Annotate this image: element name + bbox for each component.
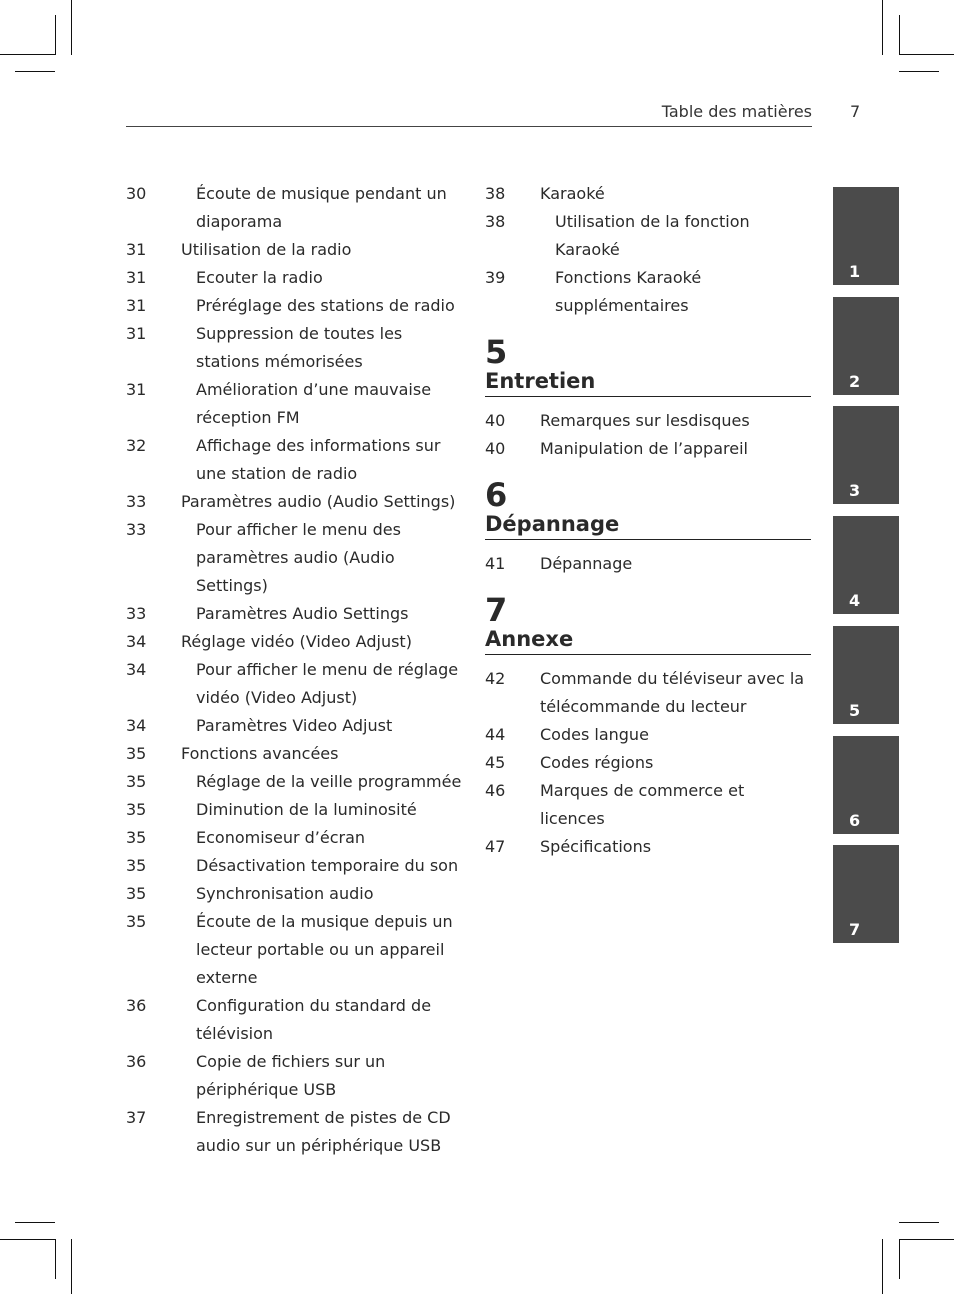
chapter-number: 6 xyxy=(485,476,508,514)
toc-entry[interactable] xyxy=(126,600,466,628)
toc-page-number: 36 xyxy=(126,1052,147,1071)
toc-entry-title: Écoute de la musique depuis un lecteur portable ou un appareil externe xyxy=(196,912,453,987)
chapter-tab-label: 6 xyxy=(849,811,861,830)
crop-mark xyxy=(882,1239,883,1294)
toc-entry[interactable] xyxy=(126,1048,466,1104)
toc-entry-title: Paramètres audio (Audio Settings) xyxy=(181,492,456,511)
toc-entry-title: Utilisation de la radio xyxy=(181,240,352,259)
crop-mark xyxy=(899,15,900,55)
toc-page-number: 42 xyxy=(485,669,506,688)
crop-mark xyxy=(0,54,55,55)
toc-page-number: 40 xyxy=(485,439,506,458)
toc-page-number: 44 xyxy=(485,725,506,744)
toc-entry[interactable] xyxy=(126,768,466,796)
toc-page-number: 31 xyxy=(126,240,147,259)
chapter-section xyxy=(485,333,811,463)
toc-page-number: 31 xyxy=(126,380,147,399)
crop-mark xyxy=(899,1239,900,1279)
crop-mark xyxy=(55,1239,56,1279)
toc-entry-title: Enregistrement de pistes de CD audio sur un périphérique USB xyxy=(196,1108,451,1155)
toc-entry-title: Fonctions Karaoké supplémentaires xyxy=(555,268,702,315)
crop-mark xyxy=(882,0,883,55)
chapter-tab-label: 1 xyxy=(849,262,861,281)
toc-entry-title: Economiseur d’écran xyxy=(196,828,366,847)
toc-entry[interactable] xyxy=(126,908,466,992)
toc-entry-title: Amélioration d’une mauvaise réception FM xyxy=(196,380,432,427)
toc-entry[interactable] xyxy=(485,180,811,208)
toc-entry[interactable] xyxy=(126,992,466,1048)
toc-page-number: 37 xyxy=(126,1108,147,1127)
toc-page-number: 35 xyxy=(126,912,147,931)
toc-entry-title: Réglage vidéo (Video Adjust) xyxy=(181,632,412,651)
toc-page-number: 38 xyxy=(485,184,506,203)
toc-page-number: 40 xyxy=(485,411,506,430)
chapter-tab-6[interactable] xyxy=(833,736,899,834)
crop-mark xyxy=(899,54,954,55)
page-number: 7 xyxy=(850,102,861,121)
toc-page-number: 31 xyxy=(126,296,147,315)
toc-entry[interactable] xyxy=(485,208,811,264)
toc-entry-title: Codes régions xyxy=(540,753,654,772)
toc-page-number: 35 xyxy=(126,856,147,875)
chapter-number: 5 xyxy=(485,333,508,371)
chapter-section xyxy=(485,476,811,578)
toc-entry-title: Remarques sur lesdisques xyxy=(540,411,750,430)
toc-entry[interactable] xyxy=(126,432,466,488)
toc-page-number: 35 xyxy=(126,744,147,763)
toc-page-number: 35 xyxy=(126,884,147,903)
toc-page-number: 31 xyxy=(126,268,147,287)
chapter-title: Annexe xyxy=(485,626,811,655)
crop-mark xyxy=(0,1239,55,1240)
chapter-tab-4[interactable] xyxy=(833,516,899,614)
crop-mark xyxy=(899,1222,939,1223)
toc-right-column xyxy=(485,180,811,861)
toc-page-number: 38 xyxy=(485,212,506,231)
toc-entry[interactable] xyxy=(485,665,811,721)
toc-entry-title: Diminution de la luminosité xyxy=(196,800,417,819)
toc-page-number: 46 xyxy=(485,781,506,800)
chapter-tab-label: 3 xyxy=(849,481,861,500)
toc-entry-title: Codes langue xyxy=(540,725,649,744)
toc-page-number: 35 xyxy=(126,800,147,819)
toc-page-number: 34 xyxy=(126,632,147,651)
toc-page-number: 34 xyxy=(126,716,147,735)
toc-page-number: 41 xyxy=(485,554,506,573)
toc-entry-title: Manipulation de l’appareil xyxy=(540,439,748,458)
chapter-tab-label: 7 xyxy=(849,920,861,939)
crop-mark xyxy=(899,71,939,72)
toc-entry-title: Réglage de la veille programmée xyxy=(196,772,462,791)
toc-entry-title: Paramètres Audio Settings xyxy=(196,604,409,623)
toc-entry[interactable] xyxy=(485,264,811,320)
toc-entry[interactable] xyxy=(126,376,466,432)
header-title: Table des matières xyxy=(661,102,812,121)
toc-entry-title: Fonctions avancées xyxy=(181,744,339,763)
toc-entry-title: Pour afficher le menu des paramètres audio (Audio Settings) xyxy=(196,520,401,595)
toc-page-number: 47 xyxy=(485,837,506,856)
toc-entry[interactable] xyxy=(126,628,466,656)
toc-entry[interactable] xyxy=(126,852,466,880)
toc-entry-title: Suppression de toutes les stations mémorisées xyxy=(196,324,403,371)
toc-page-number: 35 xyxy=(126,772,147,791)
toc-page-number: 45 xyxy=(485,753,506,772)
chapter-tab-label: 4 xyxy=(849,591,861,610)
toc-left-column xyxy=(126,180,466,1160)
toc-page-number: 32 xyxy=(126,436,147,455)
chapter-number: 7 xyxy=(485,591,508,629)
chapter-tab-label: 5 xyxy=(849,701,861,720)
toc-entry-title: Désactivation temporaire du son xyxy=(196,856,459,875)
toc-entry[interactable] xyxy=(485,833,811,861)
toc-entry[interactable] xyxy=(485,777,811,833)
toc-entry[interactable] xyxy=(126,824,466,852)
toc-entry-title: Commande du téléviseur avec la télécommande du lecteur xyxy=(540,669,805,716)
chapter-tab-3[interactable] xyxy=(833,406,899,504)
toc-entry[interactable] xyxy=(126,180,466,236)
toc-entry[interactable] xyxy=(126,264,466,292)
toc-entry-title: Préréglage des stations de radio xyxy=(196,296,455,315)
toc-entry-title: Marques de commerce et licences xyxy=(540,781,745,828)
chapter-title: Entretien xyxy=(485,368,811,397)
toc-entry-title: Paramètres Video Adjust xyxy=(196,716,393,735)
toc-page-number: 30 xyxy=(126,184,147,203)
chapter-tab-7[interactable] xyxy=(833,845,899,943)
toc-page-number: 31 xyxy=(126,324,147,343)
toc-entry-title: Copie de fichiers sur un périphérique USB xyxy=(196,1052,386,1099)
toc-page-number: 35 xyxy=(126,828,147,847)
toc-entry[interactable] xyxy=(485,749,811,777)
toc-entry-title: Ecouter la radio xyxy=(196,268,323,287)
toc-entry[interactable] xyxy=(126,656,466,712)
chapter-tab-1[interactable] xyxy=(833,187,899,285)
toc-page-number: 36 xyxy=(126,996,147,1015)
toc-entry-title: Pour afficher le menu de réglage vidéo (Video Adjust) xyxy=(196,660,459,707)
toc-page-number: 33 xyxy=(126,604,147,623)
toc-entry[interactable] xyxy=(126,712,466,740)
toc-entry[interactable] xyxy=(126,740,466,768)
toc-page-number: 34 xyxy=(126,660,147,679)
toc-entry[interactable] xyxy=(126,796,466,824)
chapter-tab-2[interactable] xyxy=(833,297,899,395)
chapter-tab-label: 2 xyxy=(849,372,861,391)
toc-entry[interactable] xyxy=(126,880,466,908)
crop-mark xyxy=(55,15,56,55)
toc-entry[interactable] xyxy=(126,292,466,320)
toc-entry[interactable] xyxy=(485,721,811,749)
toc-entry[interactable] xyxy=(126,488,466,516)
toc-entry[interactable] xyxy=(126,516,466,600)
page-header xyxy=(126,100,812,127)
crop-mark xyxy=(71,0,72,55)
toc-entry-title: Karaoké xyxy=(540,184,605,203)
toc-page-number: 33 xyxy=(126,520,147,539)
toc-entry-title: Configuration du standard de télévision xyxy=(196,996,432,1043)
chapter-title: Dépannage xyxy=(485,511,811,540)
crop-mark xyxy=(899,1239,954,1240)
toc-page-number: 39 xyxy=(485,268,506,287)
toc-entry-title: Synchronisation audio xyxy=(196,884,374,903)
toc-page-number: 33 xyxy=(126,492,147,511)
crop-mark xyxy=(71,1239,72,1294)
crop-mark xyxy=(15,1222,55,1223)
crop-mark xyxy=(15,71,55,72)
toc-entry[interactable] xyxy=(126,236,466,264)
toc-entry[interactable] xyxy=(485,407,811,435)
toc-entry-title: Dépannage xyxy=(540,554,633,573)
chapter-tab-5[interactable] xyxy=(833,626,899,724)
toc-entry[interactable] xyxy=(126,1104,466,1160)
toc-entry-title: Spécifications xyxy=(540,837,652,856)
toc-entry-title: Affichage des informations sur une station de radio xyxy=(196,436,441,483)
toc-entry-title: Écoute de musique pendant un diaporama xyxy=(196,184,447,231)
toc-entry[interactable] xyxy=(485,550,811,578)
toc-entry[interactable] xyxy=(485,435,811,463)
toc-entry-title: Utilisation de la fonction Karaoké xyxy=(555,212,750,259)
chapter-section xyxy=(485,591,811,861)
toc-entry[interactable] xyxy=(126,320,466,376)
